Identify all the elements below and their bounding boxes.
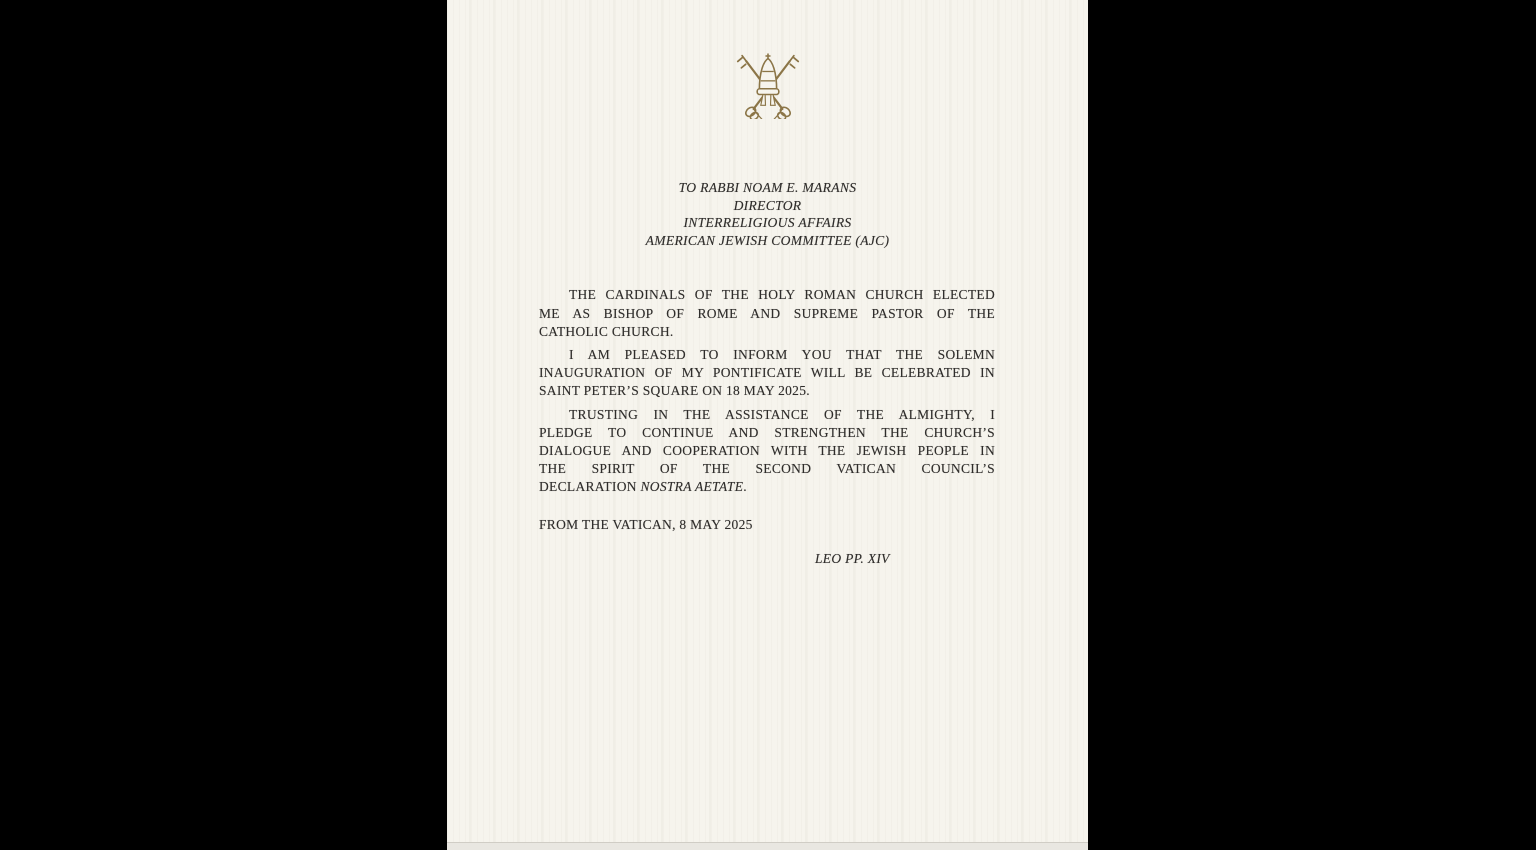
letter-line: INAUGURATION OF MY PONTIFICATE WILL BE CELEBRATED IN xyxy=(539,365,995,381)
paragraph-2 xyxy=(539,346,995,401)
letter-line: I AM PLEASED TO INFORM YOU THAT THE SOLEMN xyxy=(569,346,995,362)
recipient-line: DIRECTOR xyxy=(733,197,802,213)
letter-line: THE SPIRIT OF THE SECOND VATICAN COUNCIL’S xyxy=(539,461,995,477)
letter-line: SAINT PETER’S SQUARE ON 18 MAY 2025. xyxy=(539,383,810,399)
letter-line-text: DECLARATION xyxy=(539,479,641,495)
letter-body xyxy=(539,286,995,568)
paper-bottom-edge xyxy=(447,842,1088,850)
recipient-line: TO RABBI NOAM E. MARANS xyxy=(678,180,857,195)
letter-line: DIALOGUE AND COOPERATION WITH THE JEWISH PEOPLE IN xyxy=(539,443,995,458)
recipient-line: AMERICAN JEWISH COMMITTEE (AJC) xyxy=(645,232,890,248)
letter-line: PLEDGE TO CONTINUE AND STRENGTHEN THE CHURCH’S xyxy=(539,424,995,440)
letter-line: CATHOLIC CHURCH. xyxy=(539,323,674,339)
letter-page xyxy=(447,0,1088,850)
dateline: FROM THE VATICAN, 8 MAY 2025 xyxy=(539,516,753,532)
signature: LEO PP. XIV xyxy=(815,550,890,566)
vatican-crest-icon xyxy=(732,47,804,119)
nostra-aetate-emphasis: NOSTRA AETATE xyxy=(640,479,744,495)
letter-line: TRUSTING IN THE ASSISTANCE OF THE ALMIGHTY, I xyxy=(569,406,995,422)
letter-line: ME AS BISHOP OF ROME AND SUPREME PASTOR OF THE xyxy=(539,305,995,321)
paragraph-1 xyxy=(539,286,995,341)
letter-line xyxy=(539,478,995,496)
paragraph-3 xyxy=(539,406,995,497)
recipient-line: INTERRELIGIOUS AFFAIRS xyxy=(683,215,852,231)
letter-line-suffix: . xyxy=(743,479,747,495)
letter-line: THE CARDINALS OF THE HOLY ROMAN CHURCH ELECTED xyxy=(569,287,995,303)
recipient-block xyxy=(447,179,1088,249)
